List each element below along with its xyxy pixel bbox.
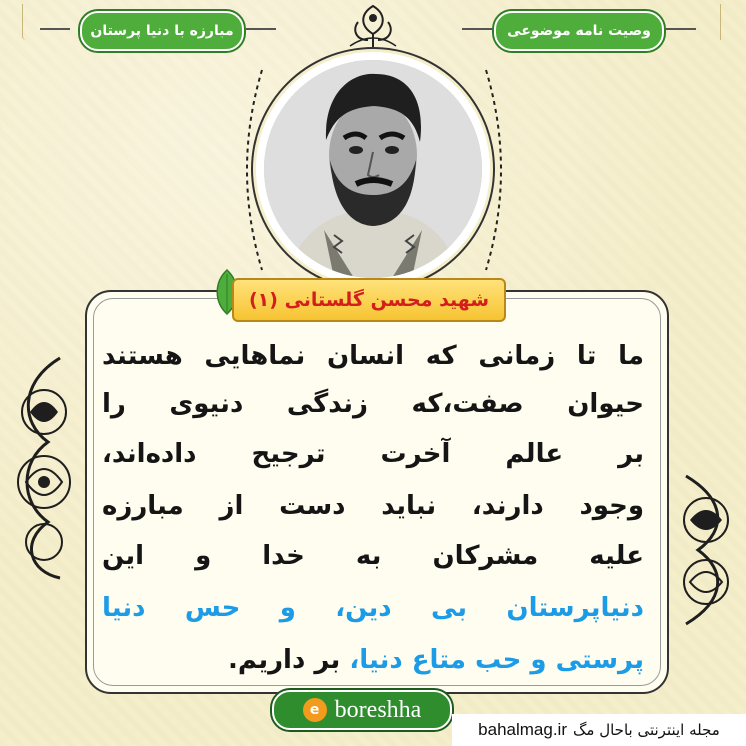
watermark-site: bahalmag.ir [478,720,567,739]
quote-line-4: وجود دارند، نباید دست از مبارزه [102,491,644,521]
brand-label: boreshha [334,696,422,723]
watermark-text: مجله اینترنتی باحال مگ [572,721,720,739]
pill-right-ornament-2 [666,28,696,30]
quote-line-7-end: بر داریم. [228,645,350,675]
portrait-ornament-right [482,60,522,280]
quote-line-6: دنیاپرستان بی دین، و حس دنیا [102,593,644,623]
quote-line-2: حیوان صفت،که زندگی دنیوی را [102,389,644,419]
left-side-ornament [0,352,96,582]
quote-line-7 [102,636,644,684]
quote-line-1: ما تا زمانی که انسان نماهایی هستند [102,341,644,371]
site-watermark [452,714,746,746]
martyr-name: شهید محسن گلستانی (۱) [248,289,490,311]
martyr-name-ribbon [232,278,506,322]
portrait-frame [256,52,490,286]
portrait-ornament-left [226,60,266,280]
quote-line-3: بر عالم آخرت ترجیح داده‌اند، [102,439,644,469]
e-logo-icon: e [303,698,327,722]
topic-pill-right [494,11,664,51]
brand-badge [272,690,452,730]
pill-left-ornament [40,28,70,30]
portrait-drawing [264,60,482,278]
pill-right-ornament [462,28,492,30]
martyr-portrait [264,60,482,278]
top-center-ornament [338,0,408,60]
topic-pill-right-label: وصیت نامه موضوعی [507,23,651,39]
quote-line-5: علیه مشرکان به خدا و این [102,541,644,571]
topic-pill-left-label: مبارزه با دنیا پرستان [90,23,234,39]
pill-left-ornament-2 [246,28,276,30]
quote-line-7-highlight: پرستی و حب متاع دنیا، [349,645,644,675]
topic-pill-left [80,11,244,51]
